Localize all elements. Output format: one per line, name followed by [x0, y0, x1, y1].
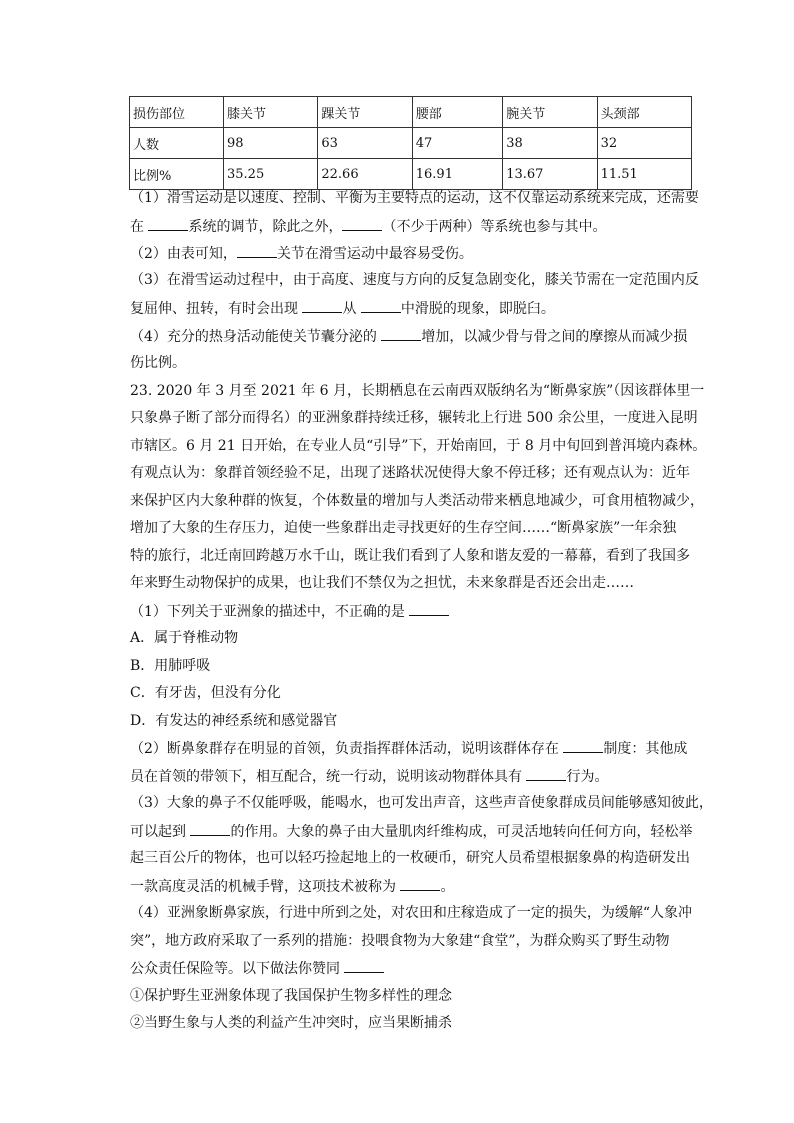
table-cell: 32	[597, 128, 691, 159]
table-cell: 63	[318, 128, 412, 159]
answer-blank[interactable]	[190, 821, 230, 836]
answer-blank[interactable]	[344, 958, 384, 973]
q22-part1-line1: （1）滑雪运动是以速度、控制、平衡为主要特点的运动，这不仅靠运动系统来完成，还需要	[130, 190, 699, 206]
table-cell: 13.67	[503, 159, 597, 190]
answer-blank[interactable]	[302, 298, 342, 313]
table-row	[130, 159, 692, 190]
q23-part3-line1: （3）大象的鼻子不仅能呼吸，能喝水，也可发出声音，这些声音使象群成员间能够感知彼此，	[130, 795, 713, 811]
table-cell: 11.51	[597, 159, 691, 190]
answer-blank[interactable]	[342, 216, 382, 231]
answer-blank[interactable]	[237, 243, 277, 258]
option-b[interactable]: B．用肺呼吸	[130, 658, 211, 674]
table-cell: 47	[412, 128, 502, 159]
q23-intro-line: 特的旅行，北迁南回跨越万水千山，既让我们看到了人象和谐友爱的一幕幕，看到了我国多	[130, 548, 690, 564]
q23-intro-line: 只象鼻子断了部分而得名）的亚洲象群持续迁移，辗转北上行进 500 余公里，一度进入昆明	[130, 410, 698, 426]
q23-part2-line2: 员在首领的带领下，相互配合，统一行动，说明该动物群体具有 行为。	[130, 766, 608, 787]
q23-part4-line2: 突”，地方政府采取了一系列的措施：投喂食物为大象建“食堂”，为群众购买了野生动物	[130, 933, 670, 949]
option-a[interactable]: A．属于脊椎动物	[130, 630, 239, 646]
statement-2: ②当野生象与人类的利益产生冲突时，应当果断捕杀	[130, 1015, 452, 1031]
table-cell: 22.66	[318, 159, 412, 190]
table-cell: 35.25	[224, 159, 318, 190]
q23-intro-line: 有观点认为：象群首领经验不足，出现了迷路状况使得大象不停迁移；还有观点认为：近年	[130, 465, 690, 481]
table-row	[130, 97, 692, 128]
q23-part1: （1）下列关于亚洲象的描述中，不正确的是	[130, 601, 449, 622]
q23-intro-line: 增加了大象的生存压力，迫使一些象群出走寻找更好的生存空间……“断鼻家族”一年余独	[130, 520, 677, 536]
q23-part3-line3: 起三百公斤的物体，也可以轻巧捡起地上的一枚硬币，研究人员希望根据象鼻的构造研发出	[130, 850, 690, 866]
answer-blank[interactable]	[148, 216, 188, 231]
q22-part4-line2: 伤比例。	[130, 355, 186, 371]
answer-blank[interactable]	[526, 766, 566, 781]
answer-blank[interactable]	[381, 326, 421, 341]
q22-part2: （2）由表可知， 关节在滑雪运动中最容易受伤。	[130, 243, 473, 264]
q23-intro-line: 年来野生动物保护的成果，也让我们不禁仅为之担忧，未来象群是否还会出走……	[130, 575, 634, 591]
answer-blank[interactable]	[400, 876, 440, 891]
table-cell: 腕关节	[503, 97, 597, 128]
option-d[interactable]: D．有发达的神经系统和感觉器官	[130, 713, 338, 729]
table-cell: 人数	[130, 128, 224, 159]
table-cell: 16.91	[412, 159, 502, 190]
table-cell: 头颈部	[597, 97, 691, 128]
table-cell: 比例%	[130, 159, 224, 190]
answer-blank[interactable]	[409, 601, 449, 616]
q23-intro-line: 23. 2020 年 3 月至 2021 年 6 月，长期栖息在云南西双版纳名为“断鼻家族”（因该群体里一	[130, 383, 705, 399]
table-cell: 38	[503, 128, 597, 159]
q23-intro-line: 来保护区内大象种群的恢复，个体数量的增加与人类活动带来栖息地减少，可食用植物减少，	[130, 493, 704, 509]
q22-part3-line2: 复屈伸、扭转，有时会出现 从 中滑脱的现象，即脱臼。	[130, 298, 555, 319]
table-row	[130, 128, 692, 159]
answer-blank[interactable]	[563, 738, 603, 753]
q23-part4-line1: （4）亚洲象断鼻家族，行进中所到之处，对农田和庄稼造成了一定的损失，为缓解“人象冲	[130, 905, 693, 921]
table-cell: 膝关节	[224, 97, 318, 128]
q22-part3-line1: （3）在滑雪运动过程中，由于高度、速度与方向的反复急剧变化，膝关节需在一定范围内反	[130, 272, 699, 288]
q23-part4-line3: 公众责任保险等。以下做法你赞同	[130, 958, 384, 979]
option-c[interactable]: C．有牙齿，但没有分化	[130, 685, 281, 701]
q22-part1-line2: 在 系统的调节，除此之外， （不少于两种）等系统也参与其中。	[130, 216, 606, 237]
q23-part3-line2: 可以起到 的作用。大象的鼻子由大量肌肉纤维构成，可灵活地转向任何方向，轻松举	[130, 821, 692, 842]
table-cell: 损伤部位	[130, 97, 224, 128]
q23-part3-line4: 一款高度灵活的机械手臂，这项技术被称为 。	[130, 876, 454, 897]
q23-part2-line1: （2）断鼻象群存在明显的首领，负责指挥群体活动，说明该群体存在 制度：其他成	[130, 738, 687, 759]
table-cell: 踝关节	[318, 97, 412, 128]
q22-part4-line1: （4）充分的热身活动能使关节囊分泌的 增加，以减少骨与骨之间的摩擦从而减少损	[130, 326, 687, 347]
statement-1: ①保护野生亚洲象体现了我国保护生物多样性的理念	[130, 988, 452, 1004]
answer-blank[interactable]	[361, 298, 401, 313]
q23-intro-line: 市辖区。6 月 21 日开始，在专业人员“引导”下，开始南回，于 8 月中旬回到普洱境内森林。	[130, 438, 707, 454]
table-cell: 98	[224, 128, 318, 159]
injury-table	[129, 96, 692, 190]
table-cell: 腰部	[412, 97, 502, 128]
